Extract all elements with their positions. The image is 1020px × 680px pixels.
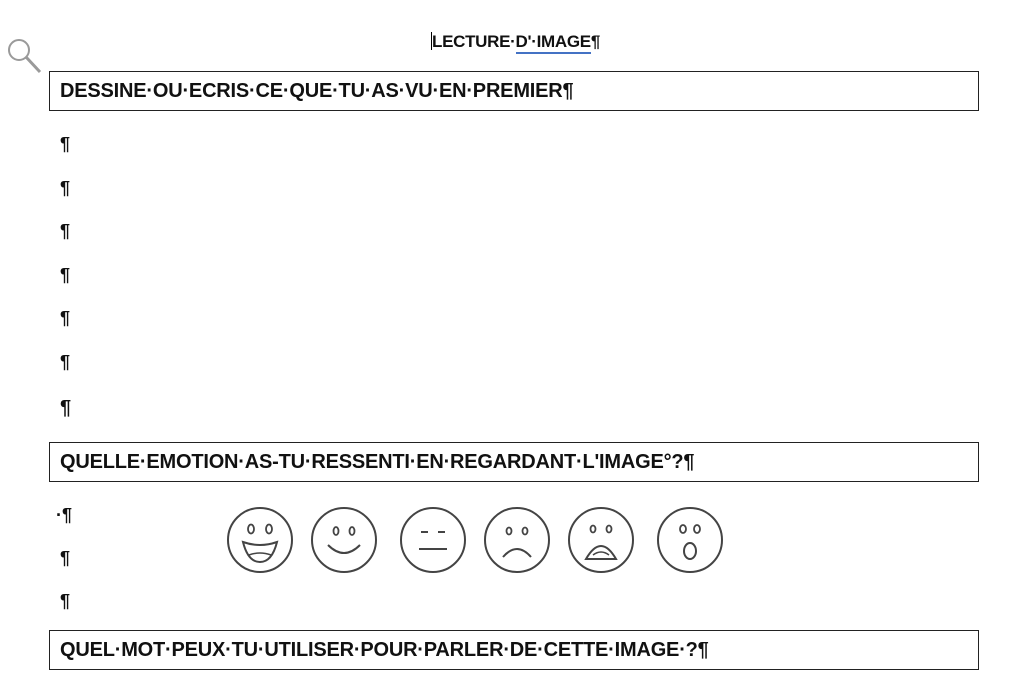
paragraph-mark: ¶	[60, 397, 72, 419]
paragraph-mark: ¶	[60, 591, 71, 611]
question-text: DESSINE·OU·ECRIS·CE·QUE·TU·AS·VU·EN·PREMIER¶	[60, 80, 574, 102]
sad-face-icon[interactable]	[482, 505, 552, 575]
title-first-word: LECTURE·	[432, 32, 516, 51]
laughing-face-icon[interactable]	[225, 505, 295, 575]
question-box-emotion[interactable]	[49, 442, 979, 482]
smiling-face-icon[interactable]	[309, 505, 379, 575]
surprised-face-icon[interactable]	[655, 505, 725, 575]
paragraph-mark: ¶	[60, 265, 71, 285]
paragraph-mark: ¶	[60, 308, 71, 328]
paragraph-mark: ¶	[60, 352, 71, 372]
title-second-word: D'·IMAGE	[516, 32, 591, 54]
magnifier-icon	[4, 36, 44, 76]
paragraph-mark: ¶	[60, 178, 71, 198]
paragraph-mark: ¶	[60, 134, 71, 154]
crying-face-icon[interactable]	[566, 505, 636, 575]
question-text: QUEL·MOT·PEUX·TU·UTILISER·POUR·PARLER·DE·CETTE·IMAGE·?¶	[60, 639, 709, 661]
title-pilcrow: ¶	[590, 32, 601, 51]
question-box-word[interactable]	[49, 630, 979, 670]
question-text: QUELLE·EMOTION·AS-TU·RESSENTI·EN·REGARDANT·L'IMAGE°?¶	[60, 451, 695, 473]
paragraph-mark: ¶	[60, 548, 71, 568]
question-box-first-seen[interactable]	[49, 71, 979, 111]
paragraph-mark: ·¶	[56, 505, 73, 525]
document-title	[431, 32, 600, 52]
paragraph-mark: ¶	[60, 221, 71, 241]
neutral-face-icon[interactable]	[398, 505, 468, 575]
